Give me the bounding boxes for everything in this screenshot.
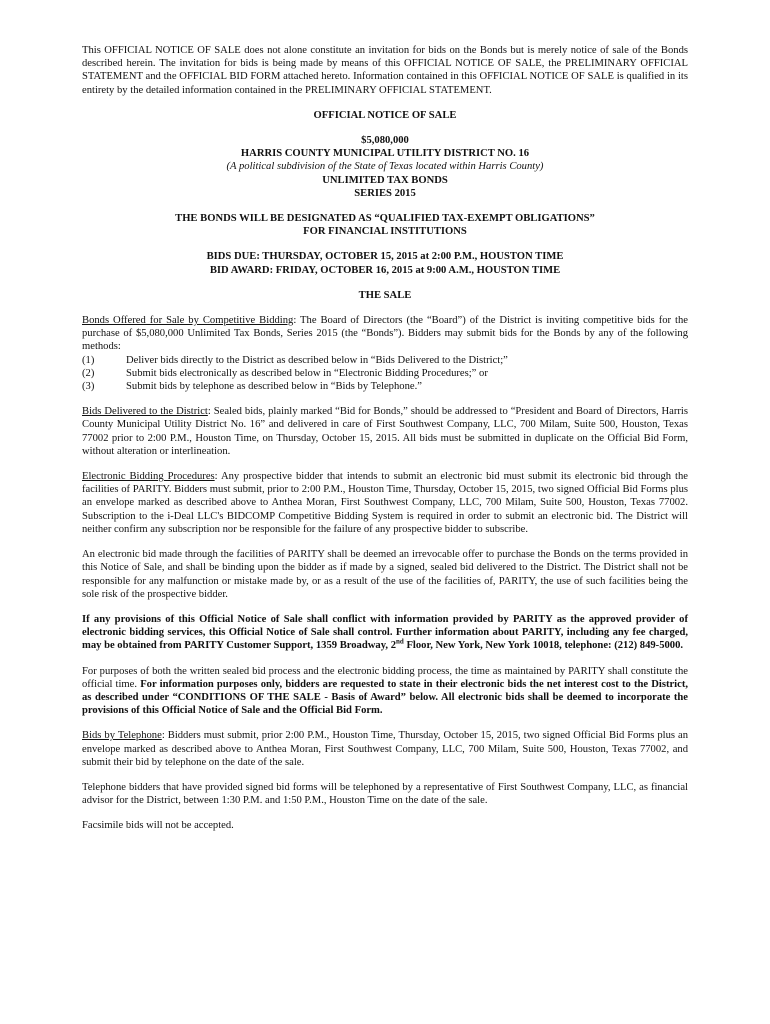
bond-type: UNLIMITED TAX BONDS: [322, 174, 448, 186]
timing-bold-text: For information purposes only, bidders are requested to state in their electronic bids the net interest cost to the District, as described under “CONDITIONS OF THE SALE - Basis of Award” below. All electronic bids shall be deemed to incorporate the provisions of this Official Notice of Sale and the Official Bid Form.: [82, 678, 688, 717]
offered-label: Bonds Offered for Sale by Competitive Bidding: [82, 315, 294, 327]
designation-block: [82, 212, 688, 238]
document-page: [82, 44, 688, 833]
bond-series: SERIES 2015: [354, 187, 416, 199]
bond-amount: $5,080,000: [361, 135, 409, 147]
conflict-paragraph: [82, 613, 688, 653]
list-item-text: Deliver bids directly to the District as described below in “Bids Delivered to the District;”: [126, 354, 508, 366]
list-item-number: (3): [82, 381, 95, 393]
document-title: OFFICIAL NOTICE OF SALE: [313, 109, 457, 121]
list-item-number: (2): [82, 367, 95, 379]
designation-line-1: THE BONDS WILL BE DESIGNATED AS “QUALIFIED TAX-EXEMPT OBLIGATIONS”: [175, 213, 595, 225]
telephone-text: : Bidders must submit, prior 2:00 P.M., Houston Time, Thursday, October 15, 2015, two signed Official Bid Forms plus an envelope marked as described above to Anthea Moran, First Southwest Company, LLC, 700 Milam, Suite 500, Houston, Texas 77002, and submit their bid by telephone on the date of the sale.: [82, 730, 688, 768]
list-item-text: Submit bids electronically as described below in “Electronic Bidding Procedures;” or: [126, 367, 488, 379]
section-heading: THE SALE: [358, 289, 412, 301]
delivered-paragraph: [82, 405, 688, 458]
list-item-number: (1): [82, 354, 95, 366]
offered-paragraph: [82, 314, 688, 354]
electronic-paragraph: [82, 470, 688, 536]
dates-block: [82, 250, 688, 276]
electronic-text: : Any prospective bidder that intends to submit an electronic bid must submit its electronic bid through the facilities of PARITY. Bidders must submit, prior to 2:00 P.M., Houston Time, Thursday, October 15, 2015, two signed Official Bid Forms plus an envelope marked as described above to Anthea Moran, First Southwest Company, LLC, 700 Milam, Suite 500, Houston, Texas 77002. Subscription to the i-Deal LLC's BIDCOMP Competitive Bidding System is required in order to submit an electronic bid. The District will neither confirm any subscription nor be responsible for the failure of any prospective bidder to subscribe.: [82, 471, 688, 535]
facsimile-paragraph: Facsimile bids will not be accepted.: [82, 820, 234, 832]
list-item: [82, 367, 688, 380]
list-item: [82, 380, 688, 393]
issuer-name: HARRIS COUNTY MUNICIPAL UTILITY DISTRICT NO. 16: [240, 148, 530, 160]
timing-text: For purposes of both the written sealed bid process and the electronic bidding process, the time as maintained by PARITY shall constitute the official time.: [82, 665, 688, 690]
telephone-label: Bids by Telephone: [82, 730, 162, 742]
designation-line-2: FOR FINANCIAL INSTITUTIONS: [303, 226, 467, 238]
delivered-label: Bids Delivered to the District: [82, 406, 208, 418]
telephone-paragraph: [82, 729, 688, 769]
conflict-superscript: nd: [396, 637, 404, 646]
bond-heading-block: [82, 134, 688, 200]
bids-due: BIDS DUE: THURSDAY, OCTOBER 15, 2015 at 2:00 P.M., HOUSTON TIME: [206, 251, 564, 263]
offered-text: : The Board of Directors (the “Board”) of the District is inviting competitive bids for the purchase of $5,080,000 Unlimited Tax Bonds, Series 2015 (the “Bonds”). Bidders may submit bids for the Bonds by any of the following methods:: [82, 315, 688, 353]
irrevocable-paragraph: An electronic bid made through the facilities of PARITY shall be deemed an irrevocable offer to purchase the Bonds on the terms provided in this Notice of Sale, and shall be binding upon the bidder as if made by a signed, sealed bid delivered to the District. The District shall not be responsible for any malfunction or mistake made by, or as a result of the use of the facilities of, PARITY, the use of such facilities being the sole risk of the prospective bidder.: [82, 549, 688, 600]
subdivision-note: (A political subdivision of the State of Texas located within Harris County): [226, 161, 544, 173]
conflict-tail: Floor, New York, New York 10018, telephone: (212) 849-5000.: [403, 640, 684, 652]
methods-list: [82, 354, 688, 394]
bid-award: BID AWARD: FRIDAY, OCTOBER 16, 2015 at 9:00 A.M., HOUSTON TIME: [209, 264, 561, 276]
conflict-text: If any provisions of this Official Notice of Sale shall conflict with information provided by PARITY as the approved provider of electronic bidding services, this Official Notice of Sale shall control. Further information about PARITY, including any fee charged, may be obtained from PARITY Customer Support, 1359 Broadway, 2: [82, 613, 688, 652]
timing-paragraph: [82, 665, 688, 718]
list-item: [82, 354, 688, 367]
electronic-label: Electronic Bidding Procedures: [82, 471, 215, 483]
delivered-text: : Sealed bids, plainly marked “Bid for Bonds,” should be addressed to “President and Board of Directors, Harris County Municipal Utility District No. 16” and delivered in care of First Southwest Company, LLC, 700 Milam, Suite 500, Houston, Texas 77002 prior to 2:00 P.M., Houston Time, on Thursday, October 15, 2015. All bids must be submitted in duplicate on the Official Bid Form, without alteration or interlineation.: [82, 406, 688, 457]
list-item-text: Submit bids by telephone as described below in “Bids by Telephone.”: [126, 381, 422, 393]
telephone-detail-paragraph: Telephone bidders that have provided signed bid forms will be telephoned by a representative of First Southwest Company, LLC, as financial advisor for the District, between 1:30 P.M. and 1:50 P.M., Houston Time on the date of the sale.: [82, 781, 688, 807]
intro-paragraph: This OFFICIAL NOTICE OF SALE does not alone constitute an invitation for bids on the Bonds but is merely notice of sale of the Bonds described herein. The invitation for bids is being made by means of this OFFICIAL NOTICE OF SALE, the PRELIMINARY OFFICIAL STATEMENT and the OFFICIAL BID FORM attached hereto. Information contained in this OFFICIAL NOTICE OF SALE is qualified in its entirety by the detailed information contained in the PRELIMINARY OFFICIAL STATEMENT.: [82, 45, 688, 96]
